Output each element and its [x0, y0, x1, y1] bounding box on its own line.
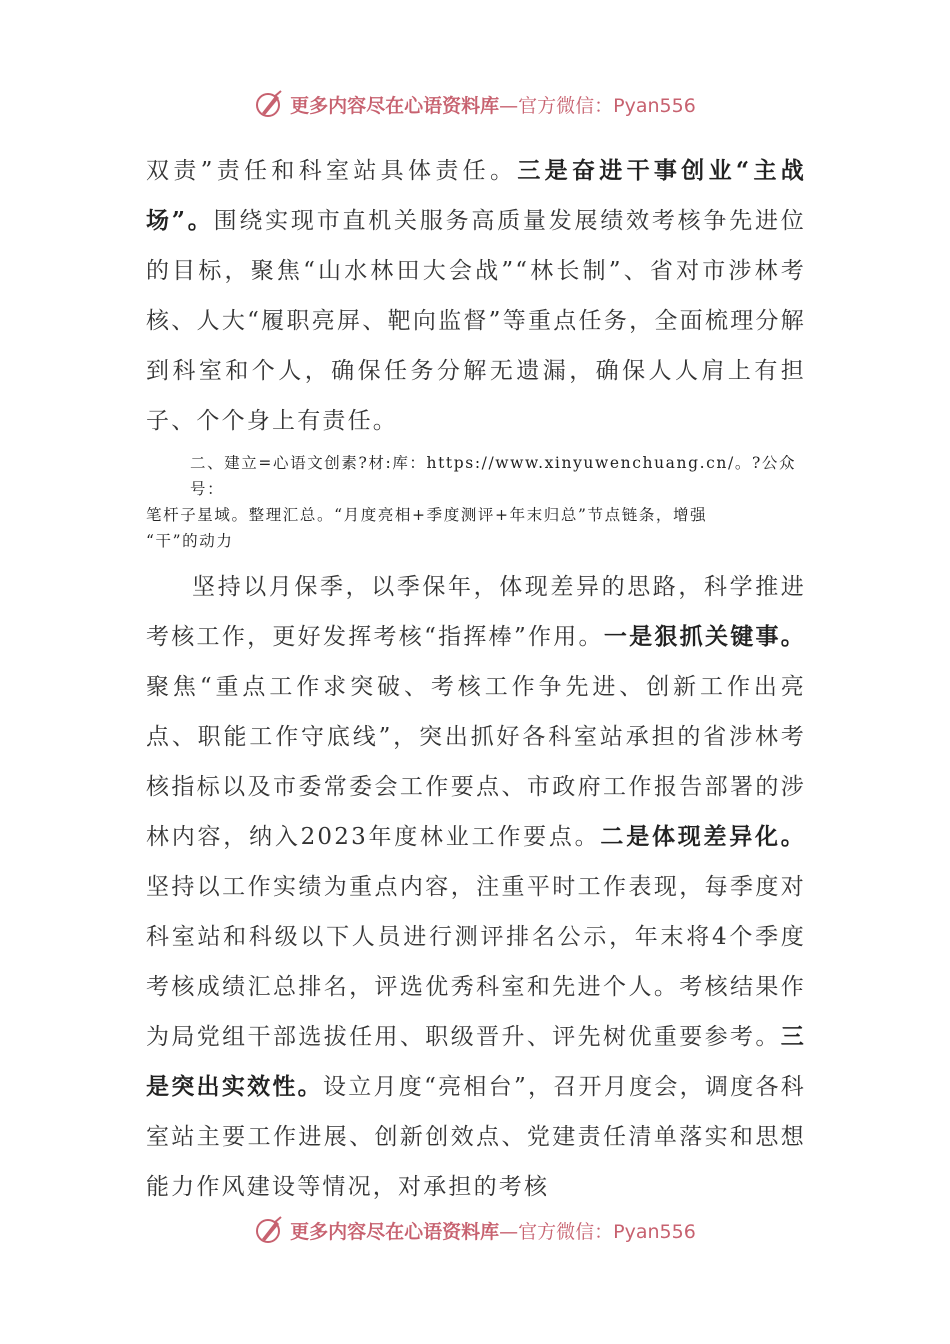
banner-brand: 更多内容尽在心语资料库 — [290, 94, 500, 117]
banner-brand: 更多内容尽在心语资料库 — [290, 1220, 500, 1243]
paragraph-1 — [146, 146, 806, 446]
footer-banner — [0, 1210, 950, 1250]
heading-line-1: 二、建立=心语文创素?材:库：https://www.xinyuwenchuang.cn/。?公众号： — [190, 454, 797, 498]
p2-text-3: 坚持以工作实绩为重点内容，注重平时工作表现，每季度对科室站和科级以下人员进行测评排名公示，年末将4个季度考核成绩汇总排名，评选优秀科室和先进个人。考核结果作为局党组干部选拔任用、职级晋升、评先树优重要参考。 — [146, 874, 806, 1050]
quill-logo-icon — [254, 89, 284, 119]
p1-text-1: 双责”责任和科室站具体责任。 — [146, 158, 518, 184]
p2-bold-2: 二是体现差异化。 — [600, 823, 806, 850]
paragraph-2 — [146, 562, 806, 1212]
p2-bold-3: 三是突出实效性。 — [146, 1023, 806, 1100]
header-banner — [0, 84, 950, 124]
section-heading — [146, 446, 806, 562]
banner-contact: —官方微信：Pyan556 — [499, 1220, 696, 1243]
p2-text-1: 坚持以月保季，以季保年，体现差异的思路，科学推进考核工作，更好发挥考核“指挥棒”作用。 — [146, 574, 806, 650]
p2-text-2: 聚焦“重点工作求突破、考核工作争先进、创新工作出亮点、职能工作守底线”，突出抓好各科室站承担的省涉林考核指标以及市委常委会工作要点、市政府工作报告部署的涉林内容，纳入2023年度林业工作要点。 — [146, 674, 806, 850]
heading-line-2: 笔杆子星域。整理汇总。“月度亮相+季度测评+年末归总”节点链条，增强 — [146, 506, 708, 524]
quill-logo-icon — [254, 1215, 284, 1245]
p2-text-4: 设立月度“亮相台”，召开月度会，调度各科室站主要工作进展、创新创效点、党建责任清单落实和思想能力作风建设等情况，对承担的考核 — [146, 1074, 806, 1200]
document-body — [146, 146, 806, 1212]
p1-bold-1: 三是奋进干事创业“主战场”。 — [146, 157, 806, 234]
p1-text-2: 围绕实现市直机关服务高质量发展绩效考核争先进位的目标，聚焦“山水林田大会战”“林长制”、省对市涉林考核、人大“履职亮屏、靶向监督”等重点任务，全面梳理分解到科室和个人，确保任务分解无遗漏，确保人人肩上有担子、个个身上有责任。 — [146, 208, 806, 434]
p2-bold-1: 一是狠抓关键事。 — [603, 623, 806, 650]
banner-contact: —官方微信：Pyan556 — [499, 94, 696, 117]
banner-text — [290, 91, 696, 118]
heading-line-3: “干”的动力 — [146, 532, 234, 550]
banner-text — [290, 1217, 696, 1244]
